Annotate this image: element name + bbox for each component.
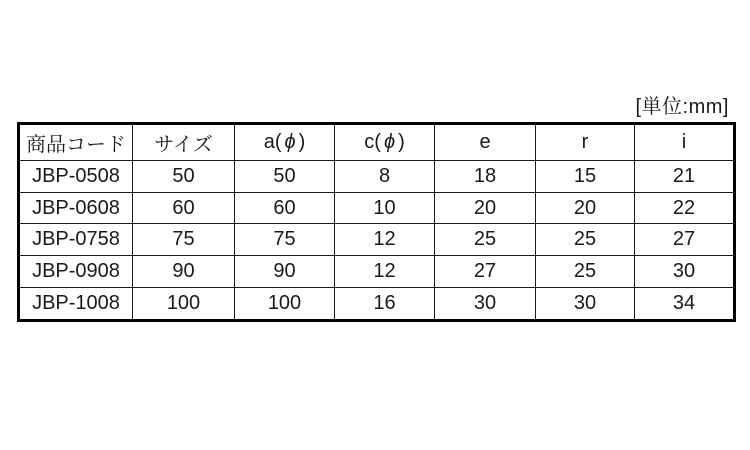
unit-label: [単位:mm] (635, 96, 729, 118)
col-header-c-diameter (335, 124, 435, 161)
cell-c: 16 (335, 287, 435, 320)
cell-a: 50 (235, 161, 335, 193)
cell-e: 25 (435, 224, 536, 256)
cell-a: 90 (235, 256, 335, 288)
col-header-a-diameter (235, 124, 335, 161)
cell-c: 12 (335, 256, 435, 288)
cell-size: 60 (133, 192, 235, 224)
cell-c: 12 (335, 224, 435, 256)
cell-r: 25 (536, 256, 635, 288)
cell-a: 60 (235, 192, 335, 224)
cell-size: 50 (133, 161, 235, 193)
phi-symbol: ϕ (383, 131, 396, 153)
cell-a: 75 (235, 224, 335, 256)
header-row (19, 124, 735, 161)
cell-size: 75 (133, 224, 235, 256)
col-header-e: e (435, 124, 536, 161)
cell-r: 25 (536, 224, 635, 256)
cell-product-code: JBP-0608 (19, 192, 133, 224)
phi-symbol: ϕ (284, 131, 296, 153)
cell-product-code: JBP-1008 (19, 287, 133, 320)
cell-c: 10 (335, 192, 435, 224)
cell-r: 20 (536, 192, 635, 224)
col-header-i: i (635, 124, 735, 161)
cell-i: 22 (635, 192, 735, 224)
cell-r: 15 (536, 161, 635, 193)
table-row (19, 287, 735, 320)
table-row (19, 224, 735, 256)
cell-i: 27 (635, 224, 735, 256)
cell-product-code: JBP-0758 (19, 224, 133, 256)
product-spec-table (17, 122, 736, 322)
col-header-a-post: ) (298, 131, 306, 153)
cell-i: 30 (635, 256, 735, 288)
cell-e: 27 (435, 256, 536, 288)
cell-product-code: JBP-0908 (19, 256, 133, 288)
col-header-r: r (536, 124, 635, 161)
cell-i: 21 (635, 161, 735, 193)
cell-e: 18 (435, 161, 536, 193)
cell-r: 30 (536, 287, 635, 320)
cell-e: 20 (435, 192, 536, 224)
col-header-a-pre: a( (263, 131, 282, 153)
table-row (19, 192, 735, 224)
cell-size: 90 (133, 256, 235, 288)
table-row (19, 256, 735, 288)
table-row (19, 161, 735, 193)
cell-c: 8 (335, 161, 435, 193)
cell-a: 100 (235, 287, 335, 320)
col-header-size: サイズ (133, 124, 235, 161)
cell-i: 34 (635, 287, 735, 320)
col-header-c-post: ) (398, 131, 405, 153)
col-header-c-pre: c( (364, 131, 381, 153)
cell-e: 30 (435, 287, 536, 320)
cell-product-code: JBP-0508 (19, 161, 133, 193)
col-header-product-code: 商品コード (19, 124, 133, 161)
cell-size: 100 (133, 287, 235, 320)
